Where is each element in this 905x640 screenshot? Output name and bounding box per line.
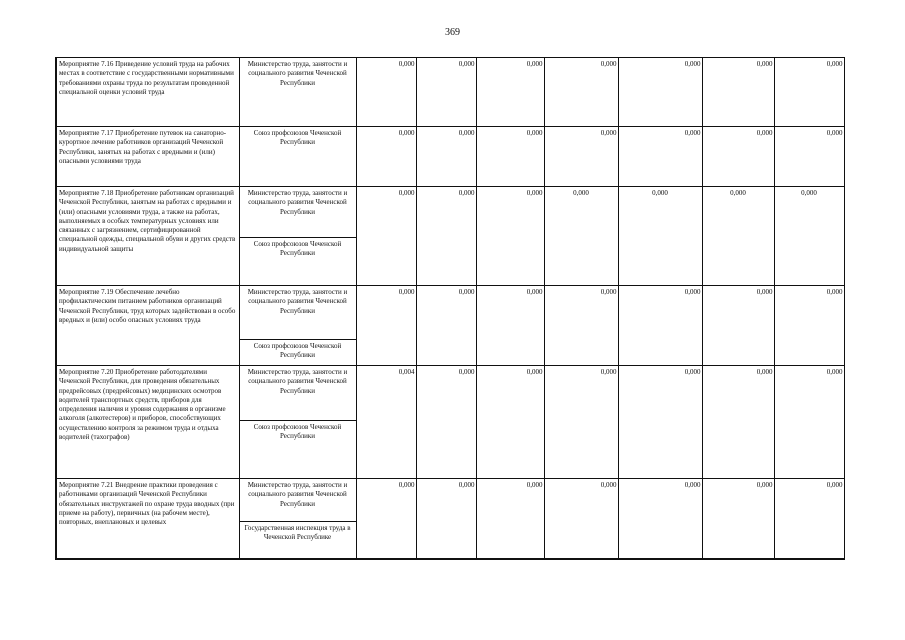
table-row [56,127,844,187]
value-cell: 0,000 [416,366,476,479]
executor-ministry: Министерство труда, занятости и социального развития Чеченской Республики [247,288,348,315]
measure-cell: Мероприятие 7.21 Внедрение практики проведения с работниками организаций Чеченской Республики обязательных инструктажей по охране труда вводных (при приеме на работу), первичных (на рабочем месте), повторных, внеплановых и целевых [56,479,239,559]
value-cell: 0,000 [618,366,702,479]
value-cell: 0,000 [356,187,416,286]
value-cell: 0,000 [618,286,702,366]
value-cell: 0,000 [544,366,618,479]
measure-cell: Мероприятие 7.19 Обеспечение лечебно профилактическим питанием работников организаций Чеченской Республики, труд которых задействован в особо вредных и (или) особо опасных условиях труда [56,286,239,366]
value-cell: 0,000 [476,187,544,286]
value-cell: 0,000 [702,366,774,479]
value-cell: 0,000 [618,58,702,127]
value-cell: 0,000 [702,479,774,559]
table-row [56,58,844,127]
measure-cell: Мероприятие 7.18 Приобретение работникам организаций Чеченской Республики, занятым на работах с вредными и (или) опасными условиями труда, а также на работах, выполняемых в особых температурных условиях или связанных с загрязнением, сертифицированной специальной одежды, специальной обуви и других средств индивидуальной защиты [56,187,239,286]
value-cell: 0,000 [618,187,702,286]
value-cell: 0,000 [476,127,544,187]
value-cell: 0,000 [476,58,544,127]
value-cell: 0,000 [544,187,618,286]
value-cell: 0,000 [774,479,844,559]
value-cell: 0,000 [544,479,618,559]
executor-cell [239,366,356,479]
table-row [56,479,844,559]
value-cell: 0,004 [356,366,416,479]
executor-union: Союз профсоюзов Чеченской Республики [240,339,356,365]
value-cell: 0,000 [356,58,416,127]
executor-ministry: Министерство труда, занятости и социального развития Чеченской Республики [247,368,348,395]
value-cell: 0,000 [774,366,844,479]
value-cell: 0,000 [476,286,544,366]
value-cell: 0,000 [774,286,844,366]
measure-cell: Мероприятие 7.20 Приобретение работодателями Чеченской Республики, для проведения обязательных предрейсовых (предрейсовых) медицинских осмотров водителей транспортных средств, приборов для определения наличия и уровня содержания в организме алкоголя (алкотестеров) и приборов, способствующих осуществлению контроля за режимом труда и отдыха водителей (тахографов) [56,366,239,479]
executor-labour-inspection: Государственная инспекция труда в Чеченской Республике [240,521,356,557]
value-cell: 0,000 [702,58,774,127]
executor-ministry: Министерство труда, занятости и социального развития Чеченской Республики [247,189,348,216]
value-cell: 0,000 [416,187,476,286]
value-cell: 0,000 [618,479,702,559]
measure-cell: Мероприятие 7.16 Приведение условий труда на рабочих местах в соответствие с государственными нормативными требованиями охраны труда по результатам проведенной специальной оценки условий труда [56,58,239,127]
value-cell: 0,000 [544,286,618,366]
executor-cell [239,58,356,127]
page-number: 369 [445,27,460,38]
measures-table [55,57,845,560]
value-cell: 0,000 [774,187,844,286]
value-cell: 0,000 [416,127,476,187]
value-cell: 0,000 [476,479,544,559]
value-cell: 0,000 [702,127,774,187]
value-cell: 0,000 [702,286,774,366]
value-cell: 0,000 [702,187,774,286]
executor-union: Союз профсоюзов Чеченской Республики [240,420,356,478]
table-row [56,366,844,479]
value-cell: 0,000 [544,58,618,127]
executor-union: Союз профсоюзов Чеченской Республики [240,237,356,285]
value-cell: 0,000 [416,286,476,366]
executor-cell [239,127,356,187]
value-cell: 0,000 [356,479,416,559]
value-cell: 0,000 [356,127,416,187]
value-cell: 0,000 [416,58,476,127]
executor-union: Союз профсоюзов Чеченской Республики [253,129,342,147]
executor-ministry: Министерство труда, занятости и социального развития Чеченской Республики [247,60,348,87]
executor-ministry: Министерство труда, занятости и социального развития Чеченской Республики [247,481,348,508]
executor-cell [239,187,356,286]
executor-cell [239,286,356,366]
value-cell: 0,000 [356,286,416,366]
value-cell: 0,000 [774,127,844,187]
table-row [56,286,844,366]
measure-cell: Мероприятие 7.17 Приобретение путевок на санаторно-курортное лечение работников организаций Чеченской Республики, занятых на работах с вредными и (или) опасными условиями труда [56,127,239,187]
table-row [56,187,844,286]
value-cell: 0,000 [618,127,702,187]
executor-cell [239,479,356,559]
value-cell: 0,000 [416,479,476,559]
value-cell: 0,000 [544,127,618,187]
value-cell: 0,000 [774,58,844,127]
value-cell: 0,000 [476,366,544,479]
